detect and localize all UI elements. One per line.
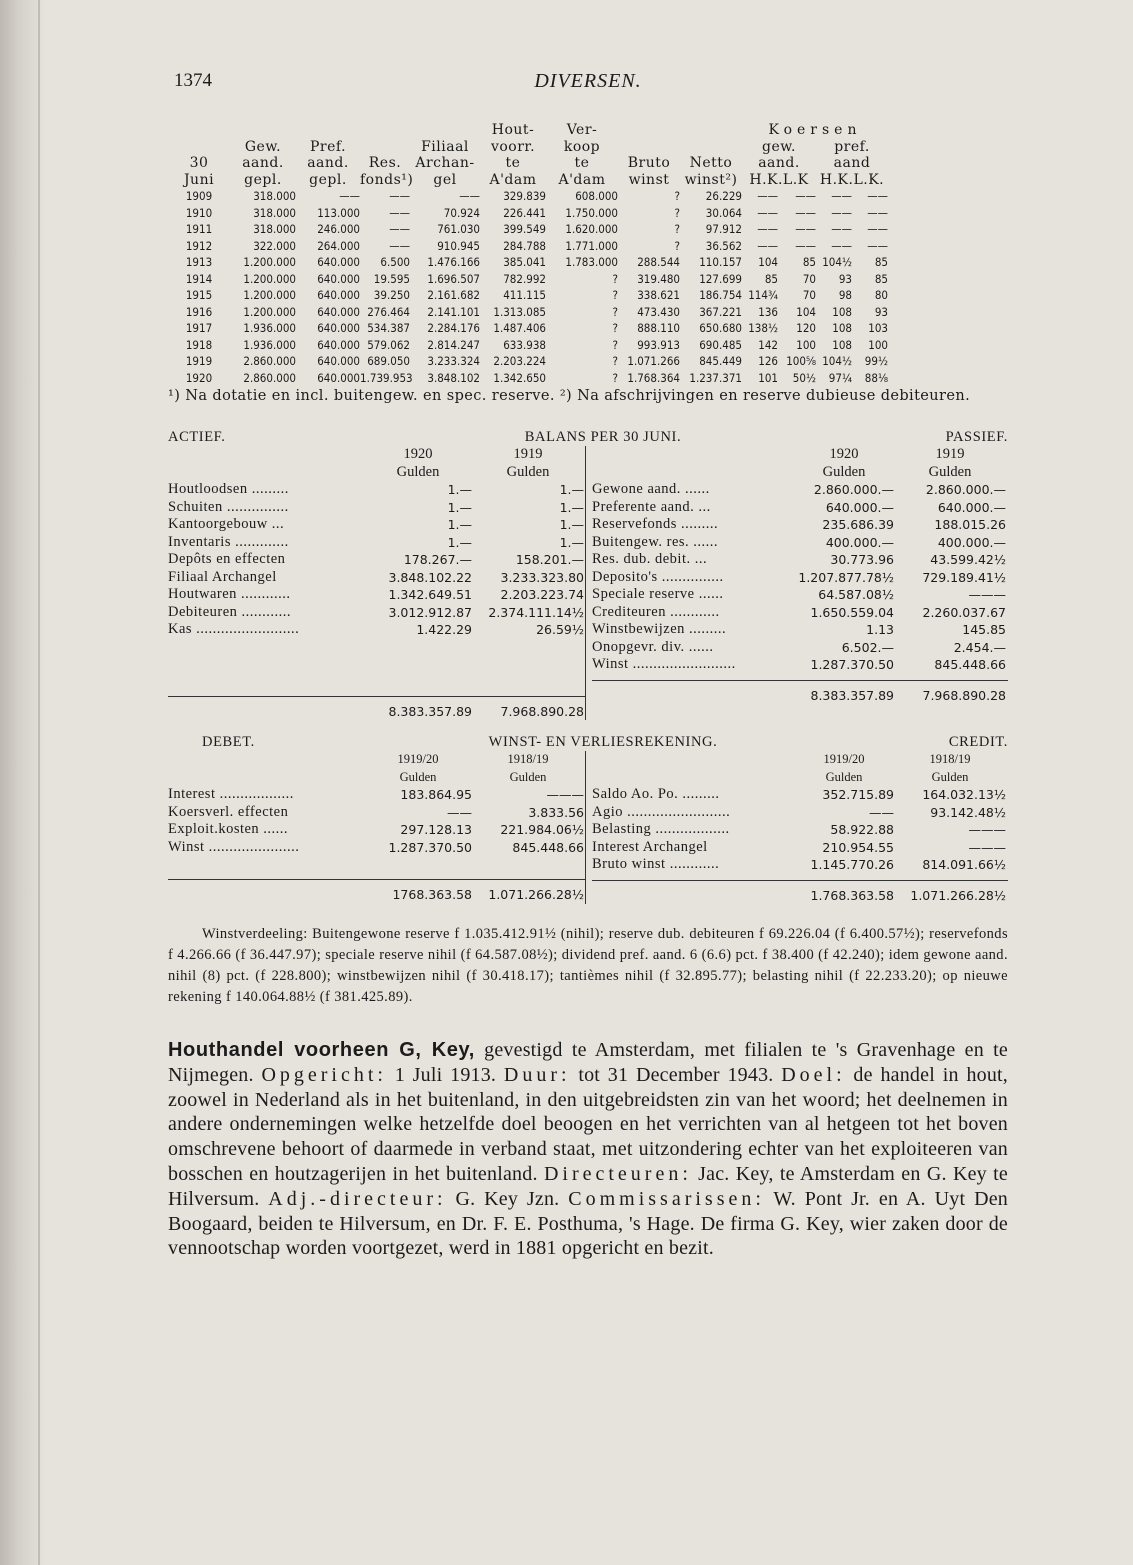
passief-line: Speciale reserve ...... 64.587.08½ ——— bbox=[592, 586, 1006, 602]
credit-year-header: 1919/20 1918/19 bbox=[823, 752, 971, 766]
actief-line: Kas ......................... 1.422.29 26.59½ bbox=[168, 621, 584, 637]
passief-line: Winstbewijzen ......... 1.13 145.85 bbox=[592, 621, 1006, 637]
company-entry: Houthandel voorheen G, Key, gevestigd te Amsterdam, met filialen te 's Gravenhage en te Nijmegen. Opgericht: 1 Juli 1913. Duur: tot 31 December 1943. Doel: de handel in hout, zoowel in Nederland als in het buitenland, in den uitgebreidsten zin van het woord; het deelnemen in andere ondernemingen welke hetzelfde doel beoogen en het verrichten van al hetgeen tot het boven omschrevene behoort of daarmede in verband staat, met uitzondering echter van het exploiteeren van bosschen en houtzagerijen in het buitenland. Directeuren: Jac. Key, te Amsterdam en G. Key te Hilversum. Adj.-directeur: G. Key Jzn. Commissarissen: W. Pont Jr. en A. Uyt Den Boogaard, beiden te Hilversum, en Dr. F. E. Posthuma, 's Hage. De firma G. Key, wier zaken door de vennootschap worden voortgezet, werd in 1881 opgericht en bezit. bbox=[168, 1039, 1008, 1260]
label-duur: Duur: bbox=[503, 1063, 571, 1086]
profit-loss-account bbox=[168, 734, 1008, 904]
stats-row: 1919 2.860.000 640.000 689.050 3.233.324 2.203.224 ? 1.071.266 845.449 126 100⅝ 104½ 99½ bbox=[185, 354, 888, 368]
debet-line: Koersverl. effecten —— 3.833.56 bbox=[168, 803, 584, 820]
actief-line: Kantoorgebouw ... 1.— 1.— bbox=[168, 516, 584, 532]
actief-line: Filiaal Archangel 3.848.102.22 3.233.323.80 bbox=[168, 568, 584, 585]
credit-line: Interest Archangel 210.954.55 ——— bbox=[592, 838, 1006, 855]
stats-header-row: 30 aand. aand. Res. Archan- te te Bruto Netto aand. aand bbox=[189, 155, 871, 171]
passief-unit-header: Gulden Gulden bbox=[822, 463, 972, 480]
statistics-header bbox=[168, 122, 1008, 188]
passief-total: 8.383.357.89 7.968.890.28 bbox=[592, 680, 1008, 705]
debet-title: DEBET. bbox=[202, 734, 255, 750]
credit-column bbox=[586, 751, 1008, 904]
stats-header-row: Juni gepl. gepl. fonds¹) gel A'dam A'dam winst winst²) H.K.L.K H.K.L.K. bbox=[183, 171, 885, 188]
actief-line: Schuiten ............... 1.— 1.— bbox=[168, 498, 584, 515]
actief-unit-header: Gulden Gulden bbox=[396, 463, 550, 480]
passief-title: PASSIEF. bbox=[945, 429, 1008, 445]
book-spine-shadow bbox=[0, 0, 46, 1565]
credit-line: Agio ......................... —— 93.142.48½ bbox=[592, 803, 1006, 820]
stats-row: 1920 2.860.000 640.000 1.739.953 3.848.102 1.342.650 ? 1.768.364 1.237.371 101 50½ 97¼ 88⅛ bbox=[185, 370, 888, 385]
stats-row: 1915 1.200.000 640.000 39.250 2.161.682 411.115 ? 338.621 186.754 114¾ 70 98 80 bbox=[185, 288, 888, 302]
passief-line: Winst ......................... 1.287.370.50 845.448.66 bbox=[592, 656, 1006, 672]
profit-distribution: Winstverdeeling: Buitengewone reserve f 1.035.412.91½ (nihil); reserve dub. debiteuren f 69.226.04 (f 6.400.57½); reservefonds f 4.266.66 (f 36.447.97); speciale reserve nihil (f 64.587.08½); dividend pref. aand. 6 (6.6) pct. f 38.400 (f 42.240); idem gewone aand. nihil (8) pct. (f 228.800); winstbewijzen nihil (f 30.418.17); tantièmes nihil (f 32.895.77); belasting nihil (f 22.233.20); op nieuwe rekening f 140.064.88½ (f 381.425.89). bbox=[168, 926, 1008, 1005]
debet-total: 1768.363.58 1.071.266.28½ bbox=[168, 879, 585, 904]
stats-row: 1911 318.000 246.000 —— 761.030 399.549 1.620.000 ? 97.912 —— —— —— —— bbox=[185, 222, 888, 236]
balance-title-row bbox=[168, 429, 1008, 446]
passief-line: Res. dub. debit. ... 30.773.96 43.599.42½ bbox=[592, 551, 1006, 567]
stats-row: 1918 1.936.000 640.000 579.062 2.814.247 633.938 ? 993.913 690.485 142 100 108 100 bbox=[185, 337, 888, 352]
stats-header-row: Hout- Ver- Koersen bbox=[491, 122, 862, 138]
label-adj-directeur: Adj.-directeur: bbox=[268, 1187, 447, 1210]
page-title: DIVERSEN. bbox=[534, 70, 642, 92]
stats-row: 1914 1.200.000 640.000 19.595 1.696.507 782.992 ? 319.480 127.699 85 70 93 85 bbox=[185, 271, 888, 286]
passief-year-header: 1920 1919 bbox=[829, 446, 965, 462]
debet-line: Interest .................. 183.864.95 ——— bbox=[168, 786, 584, 802]
passief-line: Deposito's ............... 1.207.877.78½ 729.189.41½ bbox=[592, 568, 1006, 585]
actief-line: Houtwaren ............ 1.342.649.51 2.203.223.74 bbox=[168, 586, 584, 602]
actief-line: Houtloodsen ......... 1.— 1.— bbox=[168, 481, 584, 497]
actief-column bbox=[168, 446, 586, 720]
statistics-table bbox=[168, 122, 1008, 405]
debet-line: Winst ...................... 1.287.370.50 845.448.66 bbox=[168, 838, 584, 855]
footnote: ¹) Na dotatie en incl. buitengew. en spec. reserve. ²) Na afschrijvingen en reserve dubieuse debiteuren. bbox=[168, 388, 971, 404]
balance-sheet bbox=[168, 429, 1008, 720]
passief-line: Onopgevr. div. ...... 6.502.— 2.454.— bbox=[592, 638, 1006, 655]
statistics-body bbox=[168, 188, 1008, 386]
balance-title: BALANS PER 30 JUNI. bbox=[524, 429, 682, 445]
stats-row: 1916 1.200.000 640.000 276.464 2.141.101 1.313.085 ? 473.430 367.221 136 104 108 93 bbox=[185, 304, 888, 319]
actief-line: Inventaris ............. 1.— 1.— bbox=[168, 533, 584, 550]
credit-line: Bruto winst ............ 1.145.770.26 814.091.66½ bbox=[592, 856, 1006, 872]
debet-column bbox=[168, 751, 586, 904]
label-doel: Doel: bbox=[781, 1063, 846, 1086]
company-name: Houthandel voorheen G, Key, bbox=[168, 1039, 475, 1061]
passief-line: Buitengew. res. ...... 400.000.— 400.000.— bbox=[592, 533, 1006, 550]
label-commissarissen: Commissarissen: bbox=[568, 1187, 765, 1210]
stats-header-row: Gew. Pref. Filiaal voorr. koop gew. pref. bbox=[244, 138, 870, 155]
passief-line: Preferente aand. ... 640.000.— 640.000.— bbox=[592, 498, 1006, 515]
actief-total: 8.383.357.89 7.968.890.28 bbox=[168, 696, 585, 721]
actief-year-header: 1920 1919 bbox=[403, 446, 543, 462]
credit-unit-header: Gulden Gulden bbox=[825, 769, 969, 784]
credit-line: Belasting .................. 58.922.88 ——— bbox=[592, 821, 1006, 837]
stats-row: 1913 1.200.000 640.000 6.500 1.476.166 385.041 1.783.000 288.544 110.157 104 85 104½ 85 bbox=[185, 255, 888, 269]
page-header bbox=[168, 64, 1008, 104]
stats-row: 1917 1.936.000 640.000 534.387 2.284.176 1.487.406 ? 888.110 650.680 138½ 120 108 103 bbox=[185, 321, 888, 335]
debet-line: Exploit.kosten ...... 297.128.13 221.984.06½ bbox=[168, 821, 584, 837]
passief-line: Crediteuren ............ 1.650.559.04 2.260.037.67 bbox=[592, 603, 1006, 620]
actief-line: Debiteuren ............ 3.012.912.87 2.374.111.14½ bbox=[168, 603, 584, 620]
stats-row: 1910 318.000 113.000 —— 70.924 226.441 1.750.000 ? 30.064 —— —— —— —— bbox=[185, 205, 888, 220]
actief-title: ACTIEF. bbox=[168, 429, 226, 445]
label-opgericht: Opgericht: bbox=[261, 1063, 387, 1086]
passief-line: Reservefonds ......... 235.686.39 188.015.26 bbox=[592, 516, 1006, 532]
credit-line: Saldo Ao. Po. ......... 352.715.89 164.032.13½ bbox=[592, 786, 1006, 802]
winst-title-row bbox=[168, 734, 1008, 751]
credit-title: CREDIT. bbox=[948, 734, 1008, 750]
actief-line: Depôts en effecten 178.267.— 158.201.— bbox=[168, 551, 584, 567]
page-number: 1374 bbox=[174, 70, 212, 91]
passief-line: Gewone aand. ...... 2.860.000.— 2.860.000.— bbox=[592, 481, 1006, 497]
stats-row: 1912 322.000 264.000 —— 910.945 284.788 1.771.000 ? 36.562 —— —— —— —— bbox=[185, 238, 888, 253]
credit-total: 1.768.363.58 1.071.266.28½ bbox=[592, 880, 1008, 905]
winst-title: WINST- EN VERLIESREKENING. bbox=[488, 734, 718, 750]
stats-row: 1909 318.000 —— —— —— 329.839 608.000 ? 26.229 —— —— —— —— bbox=[185, 189, 888, 203]
debet-unit-header: Gulden Gulden bbox=[399, 769, 547, 784]
document-page bbox=[168, 64, 1008, 1261]
label-directeuren: Directeuren: bbox=[543, 1162, 692, 1185]
debet-year-header: 1919/20 1918/19 bbox=[397, 752, 549, 766]
passief-column bbox=[586, 446, 1008, 720]
